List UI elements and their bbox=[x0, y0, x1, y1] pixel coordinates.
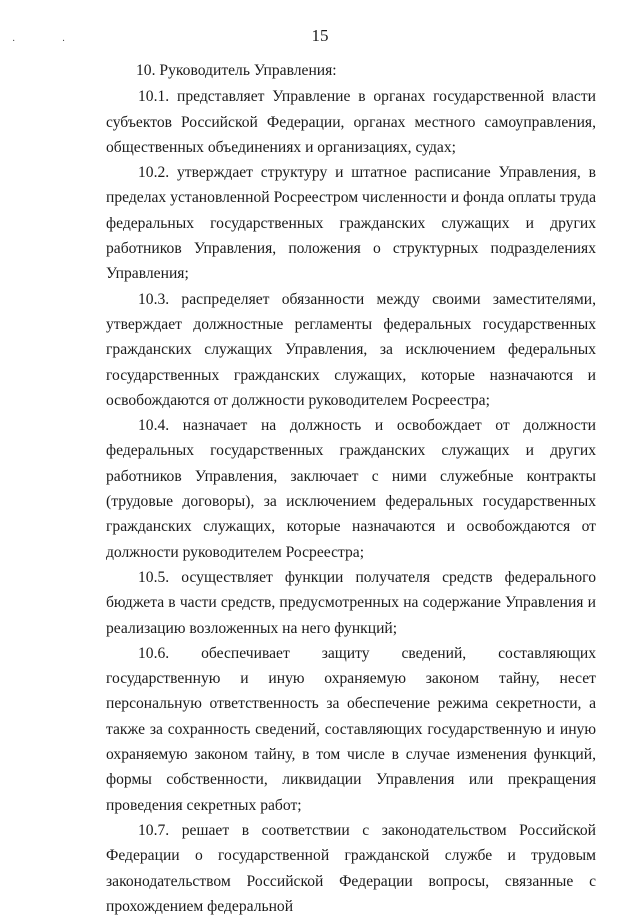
paragraph-10-7: 10.7. решает в соответствии с законодательством Российской Федерации о государственной гражданской службе и трудовым законодательством Российской Федерации вопросы, связанные с прохождением федеральной bbox=[106, 821, 596, 915]
paragraph-10-1: 10.1. представляет Управление в органах государственной власти субъектов Российской Федерации, органах местного самоуправления, общественных объединениях и организациях, судах; bbox=[106, 88, 596, 156]
paragraph-10-3: 10.3. распределяет обязанности между своими заместителями, утверждает должностные регламенты федеральных государственных гражданских служащих Управления, за исключением федеральных государственных гражданских служащих, которые назначаются и освобождаются от должности руководителем Росреестра; bbox=[106, 290, 596, 409]
paragraph-10-2: 10.2. утверждает структуру и штатное расписание Управления, в пределах установленной Росреестром численности и фонда оплаты труда федеральных государственных гражданских служащих и других работников Управления, положения о структурных подразделениях Управления; bbox=[106, 164, 596, 283]
section-heading: 10. Руководитель Управления: bbox=[136, 62, 337, 79]
paragraph-10-5: 10.5. осуществляет функции получателя средств федерального бюджета в части средств, предусмотренных на содержание Управления и реализацию возложенных на него функций; bbox=[106, 568, 596, 637]
document-body bbox=[106, 58, 596, 919]
paragraph-10-6: 10.6. обеспечивает защиту сведений, составляющих государственную и иную охраняемую законом тайну, несет персональную ответственность за обеспечение режима секретности, а также за сохранность сведений, составляющих государственную и иную охраняемую законом тайну, в том числе в случае изменения функций, формы собственности, ликвидации Управления или прекращения проведения секретных работ; bbox=[106, 644, 596, 814]
page-number: 15 bbox=[311, 26, 329, 45]
scan-marks: · · bbox=[12, 36, 88, 47]
paragraph-10-4: 10.4. назначает на должность и освобождает от должности федеральных государственных гражданских служащих и других работников Управления, заключает с ними служебные контракты (трудовые договоры), за исключением федеральных государственных гражданских служащих, которые назначаются и освобождаются от должности руководителем Росреестра; bbox=[106, 417, 596, 561]
